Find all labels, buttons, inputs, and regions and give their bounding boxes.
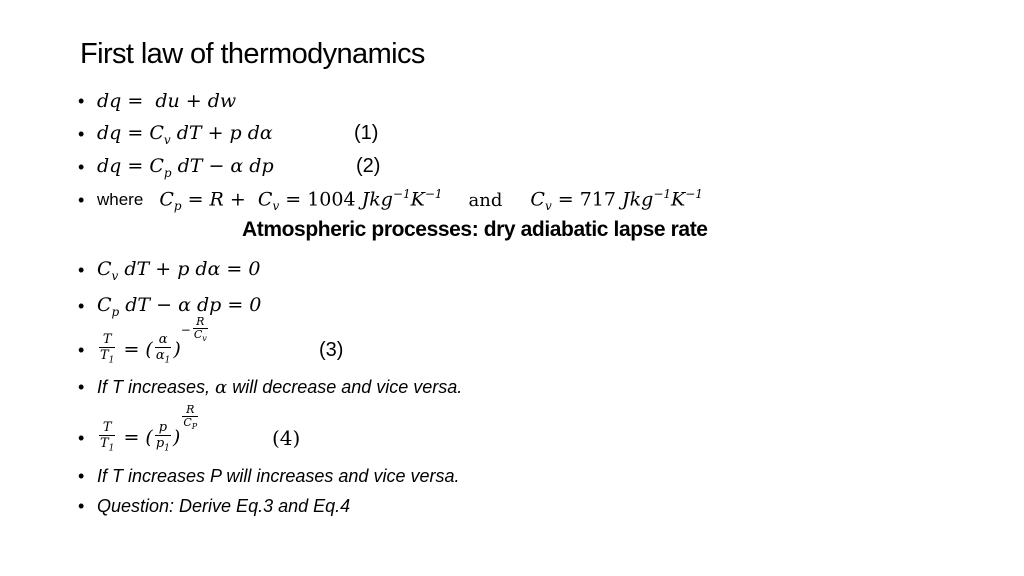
and-label: and [468, 189, 503, 211]
equation-cp: $C_p = R + C_v = 1004$ $Jkg^{-1}K^{-1}$ [159, 186, 443, 214]
statement-2: If T increases P will increases and vice versa. [97, 465, 460, 486]
bullet-dot: • [78, 259, 85, 280]
bullet-question [78, 491, 350, 521]
where-label: where [97, 190, 144, 209]
bullet-dot: • [78, 189, 85, 210]
bullet-dot: • [78, 465, 85, 486]
fraction-t-over-t1: $\frac{T}{T_1}$ [99, 420, 115, 457]
bullet-dot: • [78, 295, 85, 316]
bullet-adiabatic-cv [78, 255, 261, 285]
bullet-dot: • [78, 427, 85, 448]
bullet-eq-4 [78, 402, 200, 454]
cv-value: 717 [579, 188, 616, 211]
bullet-eq-2 [78, 152, 274, 182]
bullet-dot: • [78, 376, 85, 397]
equation-adiabatic-cp: $C_p$ dT − α dp = 0 [97, 293, 262, 319]
bullet-dot: • [78, 495, 85, 516]
equation-cv: $C_v = 717$ $Jkg^{-1}K^{-1}$ [530, 186, 703, 214]
bullet-eq-first-law [78, 86, 236, 116]
statement-1: If T increases, α will decrease and vice versa. [97, 376, 463, 398]
fraction-alpha-over-alpha1: $\frac{\alpha}{\alpha_1}$ [155, 332, 172, 369]
equation-2: dq = $C_p$ dT − α dp [97, 154, 274, 180]
equation-2-label: (2) [356, 155, 381, 177]
bullet-statement-2 [78, 461, 459, 491]
question-text: Question: Derive Eq.3 and Eq.4 [97, 495, 351, 516]
equation-adiabatic-cv: $C_v$ dT + p dα = 0 [97, 257, 261, 283]
equation-1-label: (1) [354, 122, 379, 144]
bullet-dot: • [78, 90, 85, 111]
equation-3: $\frac{T}{T_1}$ = ( $\frac{\alpha}{\alpha_1}$ )− $\frac{R}{C_v}$ [97, 332, 210, 369]
bullet-adiabatic-cp [78, 291, 261, 321]
exponent-r-over-cp: $\frac{R}{C_P}$ [183, 402, 198, 431]
fraction-t-over-t1: $\frac{T}{T_1}$ [99, 332, 115, 369]
bullet-statement-1 [78, 372, 462, 402]
bullet-eq-1 [78, 119, 273, 149]
bullet-dot: • [78, 156, 85, 177]
section-heading: Atmospheric processes: dry adiabatic lapse rate [242, 218, 708, 241]
equation-1: dq = $C_v$ dT + p dα [97, 121, 273, 147]
exponent-minus-r-over-cv: − $\frac{R}{C_v}$ [180, 314, 207, 343]
slide-title: First law of thermodynamics [80, 38, 425, 70]
equation-4: $\frac{T}{T_1}$ = ( $\frac{p}{p_1}$ ) $\frac{R}{C_P}$ [97, 420, 200, 457]
bullet-eq-3 [78, 314, 210, 366]
fraction-p-over-p1: $\frac{p}{p_1}$ [155, 420, 171, 457]
equation-3-label: (3) [319, 339, 344, 361]
equation-4-label: (4) [272, 426, 301, 450]
cp-value: 1004 [307, 188, 356, 211]
equation-first-law: dq = du + dw [97, 90, 237, 112]
bullet-dot: • [78, 339, 85, 360]
bullet-dot: • [78, 123, 85, 144]
bullet-constants [78, 185, 703, 215]
